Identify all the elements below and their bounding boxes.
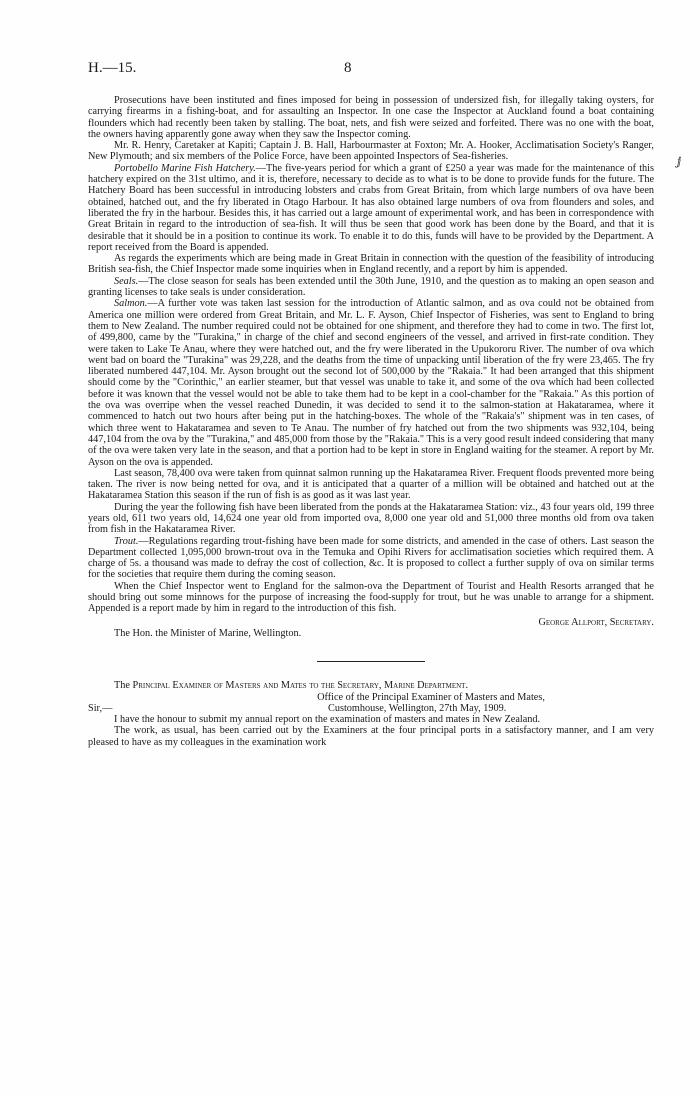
letter-title: The Principal Examiner of Masters and Mates to the Secretary, Marine Department. [114, 680, 469, 692]
place-date: Customhouse, Wellington, 27th May, 1909. [328, 702, 507, 714]
paragraph-liberated: During the year the following fish have been liberated from the ponds at the Hakataramea Station: viz., 43 four years old, 199 three years old, 611 two years old, 14,624 one year old from imported ova, 8,000 one year old and 51,000 three months old from ova taken from fish in the Hakataramea River. [88, 501, 654, 536]
paragraph-quinnat: Last season, 78,400 ova were taken from quinnat salmon running up the Hakataramea River. Frequent floods prevented more being taken. The river is now being netted for ova, and it is anticipated that a quarter of a million will be obtained and hatched out at the Hakataramea Station this season if the run of fish is as good as it was last year. [88, 467, 654, 502]
section-label-seals: Seals. [114, 275, 139, 287]
page-header [88, 60, 660, 82]
margin-mark: ⅉ [677, 156, 681, 168]
paragraph-prosecutions: Prosecutions have been instituted and fines imposed for being in possession of undersized fish, for illegally taking oysters, for carrying firearms in a fishing-boat, and for assaulting an Inspector. In one case the Inspector at Auckland found a boat containing flounders which had recently been taken by stalling. The boat, nets, and fish were seized and forfeited. There was no one with the boat, the owners having apparently gone away when they saw the Inspector coming. [88, 95, 654, 140]
letter-paragraph: The work, as usual, has been carried out by the Examiners at the four principal ports in a satisfactory manner, and I am very pleased to have as my colleagues in the examination work [88, 725, 654, 748]
section-label-hatchery: Portobello Marine Fish Hatchery. [114, 162, 256, 174]
addressee: The Hon. the Minister of Marine, Wellington. [114, 627, 302, 639]
paragraph-inspectors: Mr. R. Henry, Caretaker at Kapiti; Captain J. B. Hall, Harbourmaster at Foxton; Mr. A. Hooker, Acclimatisation Society's Ranger, New Plymouth; and six members of the Police Force, have been appointed Inspectors of Sea-fisheries. [88, 140, 654, 163]
section-label-trout: Trout. [114, 535, 139, 547]
document-reference: H.—15. [88, 60, 137, 76]
section-divider [317, 661, 425, 662]
signature: George Allport, Secretary. [538, 616, 654, 628]
paragraph-hatchery: Portobello Marine Fish Hatchery.—The five-years period for which a grant of £250 a year was made for the maintenance of this hatchery expired on the 31st ultimo, and it is, therefore, necessary to decide as to what is to be done to provide funds for the future. The Hatchery Board has been successful in introducing lobsters and crabs from Great Britain, from which large numbers of ova have been obtained, hatched out, and the fry liberated in Otago Harbour. It has also obtained large numbers of ova from flounders and soles, and liberated the fry in the harbour. Besides this, it has carried out a large amount of experimental work, and has been in correspondence with Great Britain in regard to the introduction of sea-fish. It will thus be seen that good work has been done by the Board, and that it is desirable that it should be in a position to continue its work. To enable it to do this, funds will have to be provided by the Department. A report received from the Board is appended. [88, 162, 654, 253]
page-number: 8 [344, 60, 352, 76]
section-label-salmon: Salmon. [114, 298, 148, 310]
paragraph-sea-fish: As regards the experiments which are being made in Great Britain in connection with the question of the feasibility of introducing British sea-fish, the Chief Inspector made some inquiries when in England recently, and a report by him is appended. [88, 253, 654, 276]
salutation: Sir,— [88, 702, 113, 714]
letter-office: Office of the Principal Examiner of Masters and Mates, [317, 691, 545, 703]
paragraph-trout: Trout.—Regulations regarding trout-fishing have been made for some districts, and amended in the case of others. Last season the Department collected 1,095,000 brown-trout ova in the Temuka and Opihi Rivers for acclimatisation societies which required them. A charge of 5s. a thousand was made to defray the cost of collection, &c. It is proposed to collect a further supply of ova on similar terms for the societies that require them during the coming season. [88, 535, 654, 581]
report-body [88, 95, 654, 748]
paragraph-minnows: When the Chief Inspector went to England for the salmon-ova the Department of Tourist and Health Resorts arranged that he should bring out some minnows for the purpose of increasing the food-supply for trout, but he was unable to arrange for a shipment. Appended is a report made by him in regard to the introduction of this fish. [88, 580, 654, 615]
paragraph-salmon: Salmon.—A further vote was taken last session for the introduction of Atlantic salmon, and as ova could not be obtained from America one million were ordered from Great Britain, and Mr. L. F. Ayson, Chief Inspector of Fisheries, was sent to England to bring them to New Zealand. The number required could not be obtained for one shipment, and therefore they had to come in two. The first lot, of 499,800, came by the "Turakina," in charge of the chief and second engineers of the vessel, and arrived in first-rate condition. They were taken to Lake Te Anau, where they were hatched out, and the fry were liberated in the Upukororu River. The number of ova which went bad on board the "Turakina" was 29,228, and the deaths from the time of unpacking until liberation of the fry were 23,465. The fry liberated numbered 447,104. Mr. Ayson brought out the second lot of 500,000 by the "Rakaia." It had been arranged that this shipment should come by the "Corinthic," an earlier steamer, but that vessel was unable to take it, and some of the ova which had been collected before it was known that the vessel would not be able to take them had to be kept in a cool-chamber for the "Rakaia." As this portion of the ova was overripe when the vessel reached Dunedin, it was decided to send it to the salmon-station at Hakataramea, where it commenced to hatch out two hours after being put in the hatching-boxes. The whole of the "Rakaia's" shipment was in ten cases, of which three went to Hakataramea and seven to Te Anau. The number of fry hatched out from the two shipments was 932,104, being 447,104 from the ova by the "Turakina," and 485,000 from those by the "Rakaia." This is a very good result indeed considering that many of the ova were taken very late in the season, and that a portion had to be kept in store in England waiting for the steamer. A report by Mr. Ayson on the ova is appended. [88, 298, 654, 468]
letter-paragraph: I have the honour to submit my annual report on the examination of masters and mates in New Zealand. [114, 714, 541, 726]
paragraph-seals: Seals.—The close season for seals has been extended until the 30th June, 1910, and the question as to making an open season and granting licenses to take seals is under consideration. [88, 275, 654, 299]
salutation-line [88, 703, 654, 714]
